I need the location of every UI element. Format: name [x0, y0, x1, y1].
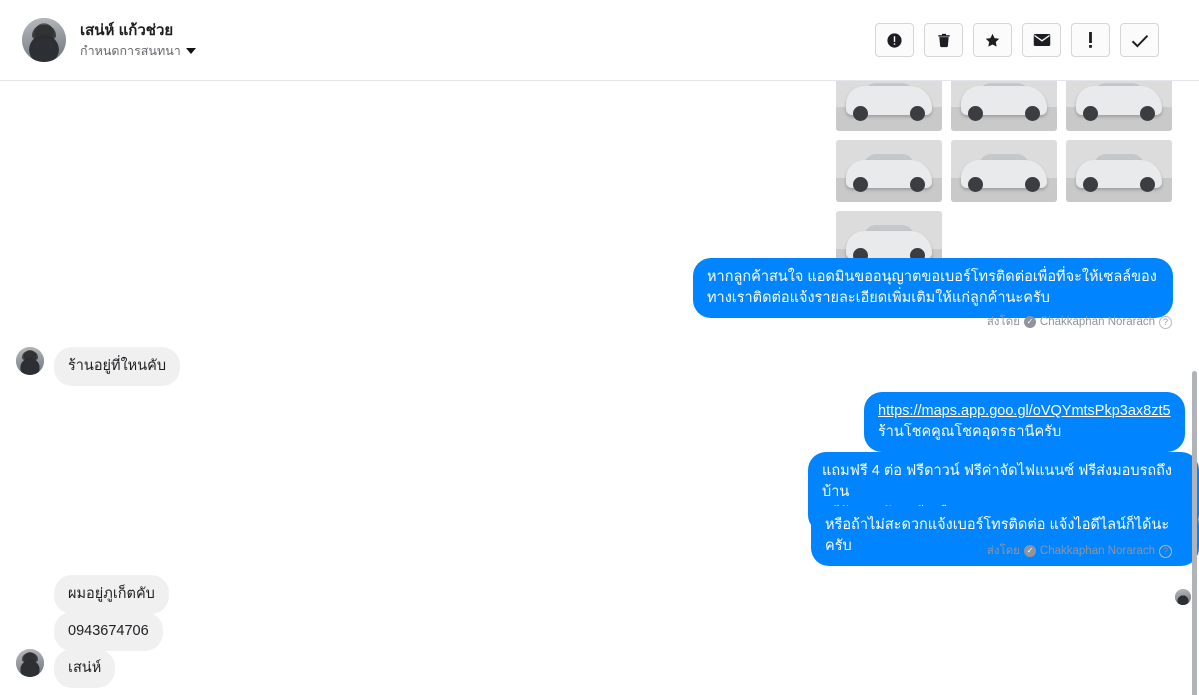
- check-circle-icon: ✓: [1024, 316, 1036, 328]
- message-line-1: แถมฟรี 4 ต่อ ฟรีดาวน์ ฟรีค่าจัดไฟแนนซ์ ฟรีส่งมอบรถถึงบ้าน: [822, 463, 1172, 500]
- done-button[interactable]: [1120, 23, 1159, 57]
- help-icon[interactable]: ?: [1159, 545, 1172, 558]
- message-row-incoming: [16, 649, 115, 688]
- receipt-sender: Chakkaphan Norarach: [1039, 545, 1155, 557]
- car-photo-6[interactable]: [1066, 140, 1172, 202]
- flag-button[interactable]: [1071, 23, 1110, 57]
- avatar[interactable]: [22, 18, 66, 62]
- message-bubble-incoming[interactable]: ผมอยู่ภูเก็ตคับ: [54, 575, 169, 614]
- receipt-prefix: ส่งโดย: [986, 545, 1020, 557]
- exclamation-mark-icon: [1087, 31, 1094, 49]
- envelope-icon: [1033, 33, 1051, 47]
- delete-button[interactable]: [924, 23, 963, 57]
- message-bubble-outgoing[interactable]: หากลูกค้าสนใจ แอดมินขออนุญาตขอเบอร์โทรติดต่อเพื่อที่จะให้เซลล์ของทางเราติดต่อแจ้งรายละเอียดเพิ่มเติมให้แก่ลูกค้านะครับ: [693, 258, 1173, 318]
- photo-row: [836, 81, 1172, 131]
- message-row-outgoing: [693, 258, 1173, 318]
- seen-indicator-avatar: [1175, 589, 1191, 605]
- car-photo-1[interactable]: [836, 81, 942, 131]
- message-bubble-outgoing[interactable]: หรือถ้าไม่สะดวกแจ้งเบอร์โทรติดต่อ แจ้งไอดีไลน์ก็ได้นะครับ: [811, 506, 1199, 566]
- photo-row: [836, 140, 1172, 202]
- exclamation-circle-icon: [886, 32, 903, 49]
- avatar[interactable]: [16, 649, 44, 677]
- check-icon: [1131, 33, 1149, 48]
- message-row-incoming: [16, 347, 180, 386]
- car-photo-2[interactable]: [951, 81, 1057, 131]
- receipt-prefix: ส่งโดย: [986, 316, 1020, 328]
- map-link[interactable]: https://maps.app.goo.gl/oVQYmtsPkp3ax8zt5: [878, 403, 1171, 419]
- avatar[interactable]: [16, 347, 44, 375]
- favorite-button[interactable]: [973, 23, 1012, 57]
- conversation-schedule-label: กำหนดการสนทนา: [80, 44, 181, 58]
- mark-unread-button[interactable]: [1022, 23, 1061, 57]
- car-photo-3[interactable]: [1066, 81, 1172, 131]
- car-photo-grid: [836, 81, 1172, 282]
- message-bubble-incoming[interactable]: ร้านอยู่ที่ใหนคับ: [54, 347, 180, 386]
- conversation-schedule-dropdown[interactable]: [80, 43, 196, 59]
- avatar-hair: [32, 25, 56, 39]
- check-circle-icon: ✓: [1024, 545, 1036, 557]
- thread-scrollbar[interactable]: [1192, 371, 1197, 695]
- trash-icon: [936, 32, 952, 49]
- message-bubble-outgoing-link[interactable]: [864, 392, 1185, 452]
- car-photo-4[interactable]: [836, 140, 942, 202]
- message-bubble-incoming[interactable]: เสน่ห์: [54, 649, 115, 688]
- delivery-receipt: [860, 313, 1172, 331]
- help-icon[interactable]: ?: [1159, 316, 1172, 329]
- message-row-outgoing: [864, 392, 1185, 452]
- message-text: ร้านโชคคูณโชคอุดรธานีครับ: [878, 424, 1062, 440]
- chevron-down-icon: [186, 48, 196, 54]
- header-actions: [875, 23, 1183, 57]
- message-thread[interactable]: [0, 81, 1199, 695]
- page-title: เสน่ห์ แก้วช่วย: [80, 22, 174, 39]
- report-spam-button[interactable]: [875, 23, 914, 57]
- message-bubble-incoming[interactable]: 0943674706: [54, 612, 163, 651]
- message-row-incoming: [54, 575, 169, 614]
- message-row-incoming: [54, 612, 163, 651]
- conversation-header: [0, 0, 1199, 81]
- car-photo-5[interactable]: [951, 140, 1057, 202]
- receipt-sender: Chakkaphan Norarach: [1039, 316, 1155, 328]
- delivery-receipt: [860, 542, 1172, 560]
- header-text-block: [80, 21, 196, 59]
- star-icon: [984, 32, 1001, 49]
